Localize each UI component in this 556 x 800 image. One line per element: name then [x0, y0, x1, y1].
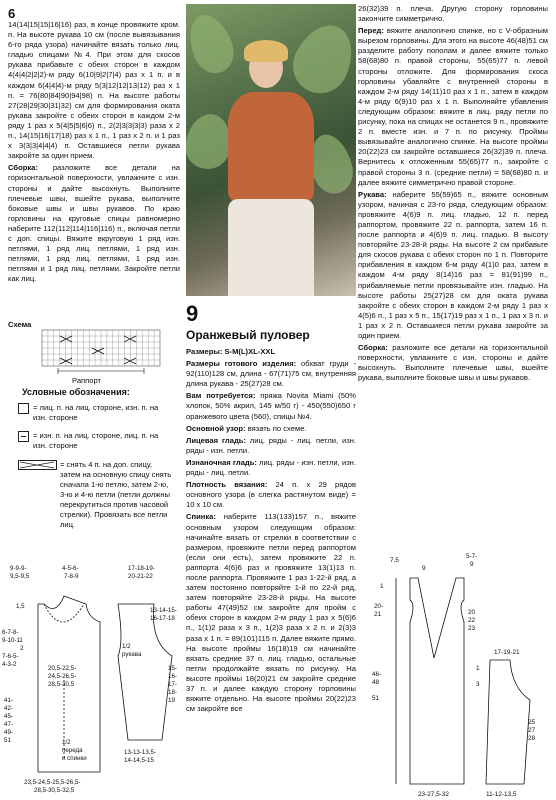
rdim-side-5: 48 — [372, 679, 380, 686]
right-garment-schematic — [360, 548, 556, 800]
orange-pullover — [228, 92, 314, 202]
rsleeve-dim-5: 28 — [528, 735, 536, 742]
dim-side-12: 51 — [4, 737, 11, 744]
rsleeve-bottom: 11-12-13,5 — [486, 791, 517, 798]
sleeves-lead: Рукава: — [358, 189, 387, 199]
dim-inner-1: 20,5-22,5- — [48, 665, 77, 672]
cable-cross-mark — [60, 358, 72, 364]
raport-label: Раппорт — [72, 376, 102, 385]
sleeve-dim-5: 17- — [168, 681, 177, 688]
dim-side-5: 7-6-5- — [2, 653, 19, 660]
legend-cable-text: = снять 4 п. на доп. спицу, затем на основную спицу снять сначала 1-ю петлю, затем 2-ю, 3-ю и 4-ю петли (петли должны перекрутиться против часовой стрелки). Провязать все петли лиц. — [60, 460, 172, 529]
page-number: 6 — [8, 6, 16, 21]
sleeves-text: наберите 55(59)65 п., вяжите основным узором, начиная с 23-го ряда, следующим образом: провяжите 4(6)9 п. лиц. гладью, 12 п. перед раппортом, провяжите 22 п. раппорта, затем 16 п. после раппорта и 4(6)9 п. лиц. гладью. В высоту повторяйте 23-28-й ряды. На высоте 2 см прибавьте для скосов рукава с обеих сторон по 1 п. Повторите прибавления в каждом 6-м ряду 4(1)0 раз, затем в каждом 4-м ряду 8(14)16 раз = 81(91)99 п., прибавляемые петли провязывайте изн. гладью. На высоте работы 25(27)28 см для оката рукава закройте с обеих сторон в каждом 2-м ряду 1 раз х 4(5)6 п., 1 раз х 5 п., 15(17)19 раз х 1 п., 1 раз х 3 п. и 1 раз х 2 п. Оставшиеся петли рукава закройте за один прием. — [358, 189, 548, 340]
rsleeve-dim-3: 25 — [528, 719, 536, 726]
dim-inner-2: 24,5-26,5- — [48, 673, 77, 680]
assembly-lead-right: Сборка: — [358, 343, 388, 353]
rdim-side-2: 20- — [374, 603, 384, 610]
left-column-text — [8, 20, 180, 286]
sleeve-bottom-1: 13-13-13,5- — [124, 749, 156, 756]
dim-top-c: 4-5-6- — [62, 565, 79, 572]
right-column-text — [358, 4, 548, 385]
rdim-side-4: 46- — [372, 671, 382, 678]
sizes-paragraph — [186, 347, 356, 357]
front-text: вяжите аналогично спинке, но с V-образным вырезом горловины. Для этого на высоте 46(48)51 см разделите работу пополам и далее вяжите только 58(68)80 п. правой стороны, 55(65)77 п. левой стороны отложите. Для формирования скоса горловины убавляйте с внутренней стороны в каждом 2-м ряду 14(11)10 раз х 1 п., затем в каждом 4-м ряду 6(9)10 раз х 1 п. Выполняйте убавления следующим образом: вяжите в лиц. ряду петли по рисунку, пока на спицах не останется 9 п., провяжите 2 п. вместе изн. и 7 п. по рисунку. Проймы вывязывайте аналогично спинке. На высоте проймы 20(22)23 см закройте оставшиеся 26(32)39 п. плеча. Вернитесь к отложенным 55(65)77 п., закройте с правой стороны 3 п. (средние петли) = 58(68)80 п. и далее вяжите симметрично правой стороне. — [358, 26, 548, 187]
model-hair — [244, 40, 288, 62]
rdim-side-8: 22 — [468, 617, 476, 624]
legend-item-knit — [18, 403, 178, 423]
cable-cross-mark — [60, 336, 72, 342]
legend-title: Условные обозначения: — [22, 387, 130, 397]
dim-inner-3: 28,5-30,5 — [48, 681, 75, 688]
dim-top-b: 9,5-9,5 — [10, 573, 30, 580]
rdim-side-1: 1 — [380, 583, 384, 590]
gauge-lead: Плотность вязания: — [186, 480, 268, 490]
cable-cross-mark — [124, 336, 136, 342]
sleeve-dim-3: 15- — [168, 665, 177, 672]
sleeve-dim-2: 16-17-18 — [150, 615, 175, 622]
legend-item-purl — [18, 431, 178, 451]
cable-symbol-icon — [18, 460, 58, 471]
rsleeve-dim-2: 3 — [476, 681, 480, 688]
materials-text: пряжа Novita Miami (50% хлопок, 50% акрил, 145 м/50 г) - 450(550)650 г оранжевого цвета (560), спицы №4. — [186, 391, 357, 421]
front-lead: Перед: — [358, 26, 384, 36]
materials-lead: Вам потребуется: — [186, 391, 256, 401]
legend-purl-text: = изн. п. на лиц. стороне, лиц. п. на изн. стороне — [33, 431, 159, 450]
dim-side-1: 1,5 — [16, 603, 25, 610]
stockinette-text: лиц. ряды - лиц. петли, изн. ряды - изн. петли. — [186, 435, 356, 455]
main-pattern-lead: Основной узор: — [186, 423, 246, 433]
main-pattern-paragraph — [186, 424, 356, 434]
main-pattern-text: вязать по схеме. — [245, 423, 307, 433]
reverse-stockinette-paragraph — [186, 458, 356, 478]
dim-side-7: 41- — [4, 697, 13, 704]
reverse-stockinette-lead: Изнаночная гладь: — [186, 457, 257, 467]
sleeve-continuation-paragraph: 14(14|15|15|16|16) раз, в конце провяжите кром. п. На высоте рукава 10 см (после вывязывания 6-го ряда узора) начинайте вязать только лиц. гладью спицами №4. При этом для скосов рукава прибавьте с обеих сторон в каждом 4(4|4|2|2|2)-м ряду 6(10|9|2|7|4) раз х 1 п. и в каждом 6(4|4|4)-м ряду 5(3|12|12|13|12) раз х 1 п. = 76(80|84|90|94|98) п. На высоте работы 27(28|29|30|31|32) см для формирования оката рукава закройте с обеих сторон в каждом 2-м ряду 1 раз х 5(4|5|5|6|6) п., 2(2|3|3|3|3) раза х 2 п., 14(15|16|17|18) раз х 1 п., 1 раз х 2 п. и 1 раз х 3(3|3|4|4|4) п. Оставшиеся петли рукава закройте за один прием. — [8, 20, 180, 161]
dim-top-e: 17-18-19- — [128, 565, 155, 572]
gauge-text: 24 п. x 29 рядов основного узора (в слегка растянутом виде) = 10 x 10 см. — [186, 480, 356, 510]
measurements-text: обхват груди - 92(110)128 см, длина - 67(71)75 см, внутренняя длина рукава - 25(27)28 см. — [186, 359, 356, 389]
measurements-lead: Размеры готового изделия: — [186, 359, 297, 369]
left-garment-schematic — [0, 560, 186, 800]
pattern-title: Оранжевый пуловер — [186, 328, 310, 342]
sleeve-half-label: 1/2 — [122, 643, 131, 650]
label-half-3: и спинки — [62, 755, 87, 762]
neckline-dashed — [44, 604, 84, 622]
sleeve-piece-outline — [118, 604, 172, 740]
middle-column-text — [186, 347, 356, 716]
cable-cross-mark — [124, 358, 136, 364]
model-photo — [186, 4, 356, 296]
rsleeve-dim-4: 27 — [528, 727, 536, 734]
stockinette-paragraph — [186, 436, 356, 456]
legend-item-cable — [18, 460, 178, 530]
assembly-text-right: разложите все детали на горизонтальной поверхности, увлажните с изн. стороны и дайте высохнуть. Выполните плечевые швы, вшейте рукава, выполните боковые швы и швы рукавов. — [358, 343, 548, 383]
dim-side-11: 49- — [4, 729, 13, 736]
dim-side-6: 4-3-2 — [2, 661, 17, 668]
assembly-paragraph — [8, 163, 180, 284]
sleeve-dim-7: 19 — [168, 697, 175, 704]
rdim-top-2: 9 — [422, 565, 426, 572]
assembly-lead: Сборка: — [8, 163, 38, 173]
schema-label: Схема — [8, 320, 32, 329]
dim-top-f: 20-21-22 — [128, 573, 153, 580]
back-text: наберите 113(133)157 п., вяжите основным узором следующим образом: начинайте вязать от стрелки в соответствии с размером, провяжите петли перед раппортом (если они есть), затем провяжите 22 п. раппорта 4(6)6 раз и провяжите 13(1)13 п. после раппорта. Провяжите 1 раз 1-22-й ряд, а затем постоянно повторяйте 1-й по 22-й ряд, затем повторяйте 23-28-й ряды. На высоте работы 47(49)52 см закройте для пройм с обеих сторон в каждом 2-м ряду 1 раз х 5(6)6 п., 1(1)2 раза х 3 п., 1(2)3 раза х 2 п. и 2(3)3 раза х 1 п. = 89(101)115 п. Далее вяжите прямо. На высоте проймы 16(18)19 см начинайте вязать средние 37 п. лиц. гладью, остальные петли продолжайте вязать по рисунку. На высоте проймы 18(20)21 см закройте средние 37 п. и далее каждую сторону горловины вяжите отдельно. На высоте проймы 20(22)23 см закройте все — [186, 512, 356, 714]
sleeves-paragraph — [358, 190, 548, 341]
back-paragraph — [186, 512, 356, 714]
pattern-number: 9 — [186, 301, 199, 326]
dim-side-9: 45- — [4, 713, 13, 720]
materials-paragraph — [186, 391, 356, 421]
front-paragraph — [358, 26, 548, 188]
front-piece-outline — [410, 578, 464, 784]
model-skirt — [228, 199, 314, 296]
dim-side-3: 9-10-11 — [2, 637, 23, 644]
sizes-lead: Размеры: — [186, 347, 223, 356]
back-lead: Спинка: — [186, 512, 216, 522]
rdim-top-1: 7,5 — [390, 557, 399, 564]
dim-side-2: 6-7-8- — [2, 629, 19, 636]
assembly-text: разложите все детали на горизонтальной поверхности, увлажните с изн. стороны и дайте высохнуть. Выполните плечевые швы, вшейте рукава, выполните боковые швы и швы рукавов. По краю горловины на круговые спицы равномерно наберите 112(112|114|116|116) п., включая петли с доп. спицы. Вяжите вкруговую 1 ряд изн. петлями, 1 ряд лиц. петлями, 1 ряд изн. петлями, 1 ряд лиц. петлями, 1 ряд изн. петлями и 1 ряд лиц. петлями. Закройте петли как лиц. — [8, 163, 180, 284]
sleeve-dim-6: 18- — [168, 689, 177, 696]
dim-side-8: 42- — [4, 705, 13, 712]
sleeve-piece-outline-right — [486, 660, 530, 784]
sleeve-bottom-2: 14-14,5-15 — [124, 757, 154, 764]
rsleeve-top: 17-19-21 — [494, 649, 520, 656]
dim-top-d: 7-8-9 — [64, 573, 79, 580]
reverse-stockinette-text: лиц. ряды - изн. петли, изн. ряды - лиц. петли. — [186, 457, 356, 478]
dim-top-a: 9-9-9- — [10, 565, 27, 572]
gauge-paragraph — [186, 480, 356, 510]
sleeve-dim-4: 16- — [168, 673, 177, 680]
rdim-side-6: 51 — [372, 695, 380, 702]
dim-bottom-2: 28,5-30,5-32,5 — [34, 787, 75, 794]
assembly-paragraph-right — [358, 343, 548, 383]
rdim-top-4: 9 — [470, 561, 474, 568]
cable-cross-mark — [92, 348, 104, 354]
knitting-chart — [40, 328, 164, 376]
purl-symbol-icon — [18, 431, 29, 442]
rsleeve-dim-1: 1 — [476, 665, 480, 672]
sleeve-label: рукава — [122, 651, 142, 658]
measurements-paragraph — [186, 359, 356, 389]
knit-symbol-icon — [18, 403, 29, 414]
stockinette-lead: Лицевая гладь: — [186, 435, 246, 445]
sleeve-dim-1: 13-14-15- — [150, 607, 177, 614]
rdim-bottom: 23-27,5-32 — [418, 791, 449, 798]
dim-side-10: 47- — [4, 721, 13, 728]
shoulder-paragraph: 26(32)39 п. плеча. Другую сторону горловины закончите симметрично. — [358, 4, 548, 24]
rdim-side-9: 23 — [468, 625, 476, 632]
dim-side-4: 2 — [20, 645, 24, 652]
label-half-1: 1/2 — [62, 739, 71, 746]
label-half-2: переда — [62, 747, 83, 754]
rdim-top-3: 5-7- — [466, 553, 478, 560]
sizes-value: S-M(L)XL-XXL — [222, 347, 276, 356]
legend-knit-text: = лиц. п. на лиц. стороне, изн. п. на изн. стороне — [33, 403, 159, 422]
rdim-side-3: 21 — [374, 611, 382, 618]
dim-bottom-1: 23,5-24,5-25,5-26,5- — [24, 779, 81, 786]
rdim-side-7: 20 — [468, 609, 476, 616]
